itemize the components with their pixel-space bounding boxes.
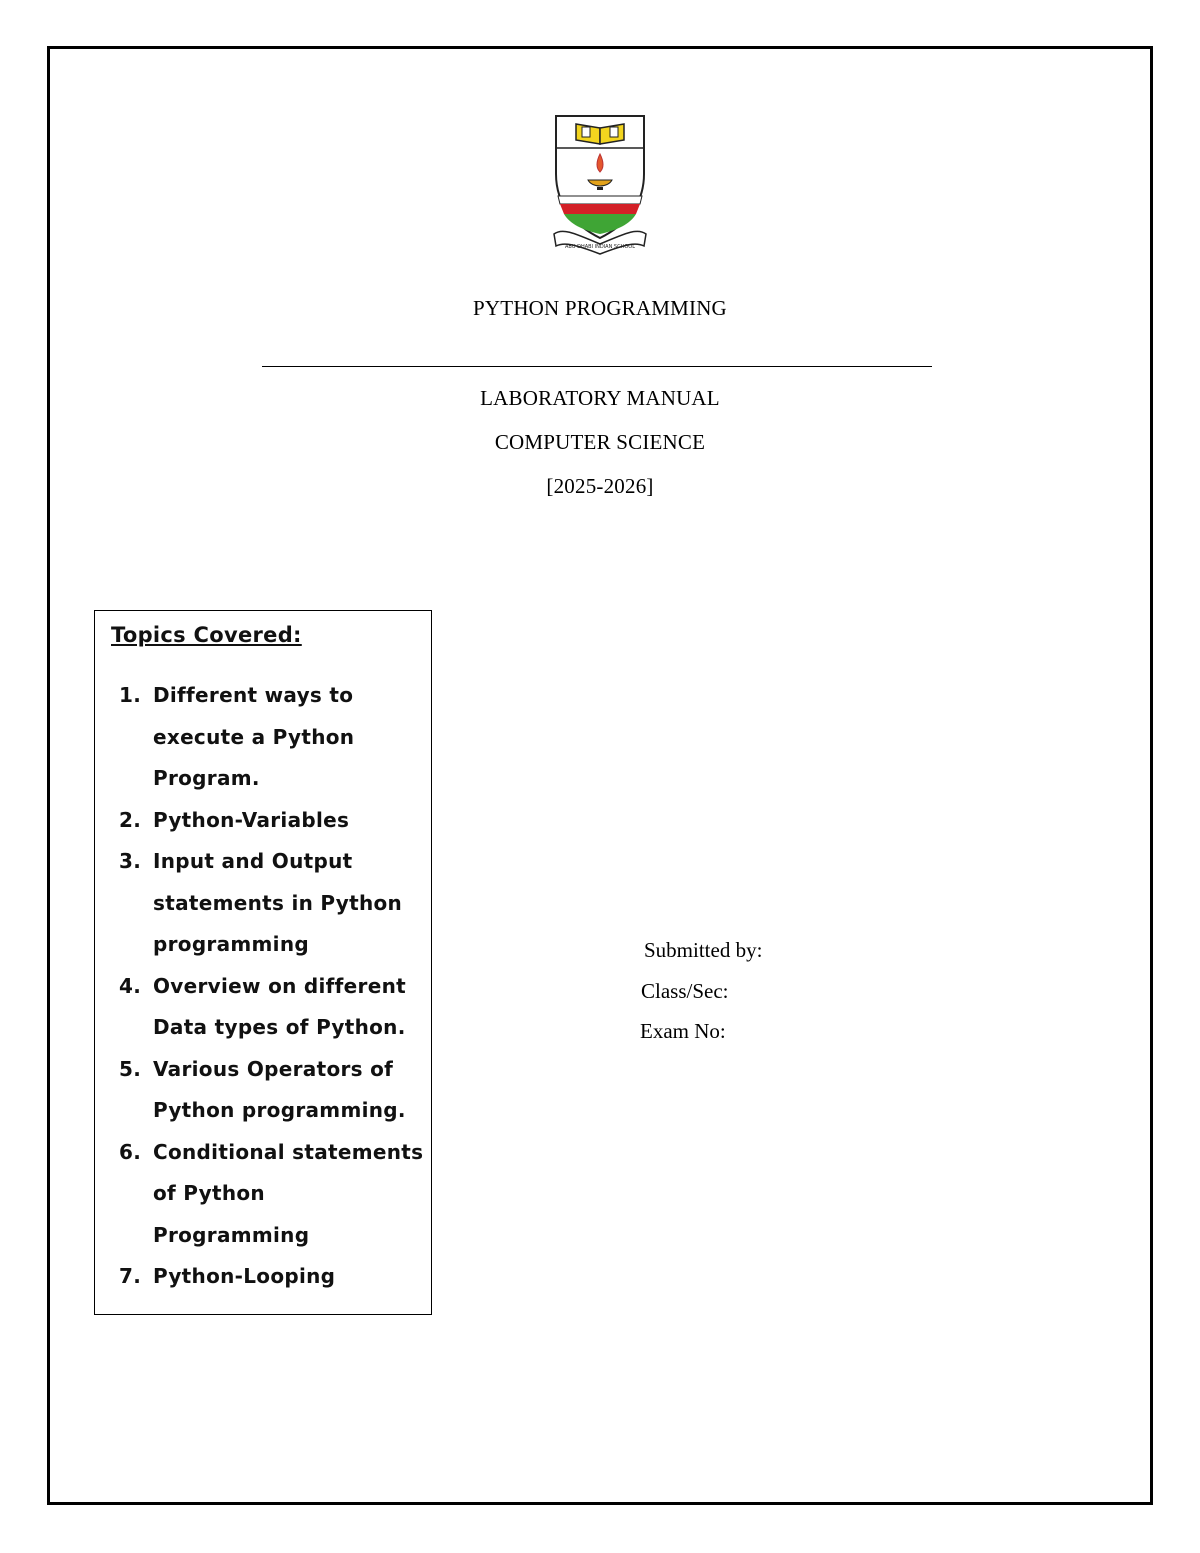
- academic-year: [2025-2026]: [546, 474, 654, 498]
- list-item: [109, 1132, 425, 1257]
- list-item: [109, 966, 425, 1049]
- title-rule: [262, 366, 932, 367]
- subject: COMPUTER SCIENCE: [494, 430, 706, 454]
- list-item-number: 4.: [119, 973, 142, 998]
- list-item-text: Python-Looping: [153, 1264, 336, 1288]
- subtitle: LABORATORY MANUAL: [480, 386, 720, 410]
- exam-no-label: Exam No:: [640, 1019, 726, 1043]
- page-title: PYTHON PROGRAMMING: [473, 296, 727, 320]
- topics-box: [94, 610, 432, 1315]
- submission-block: [640, 930, 762, 1052]
- submitted-by-label: Submitted by:: [644, 938, 763, 962]
- list-item-text: Various Operators of Python programming.: [153, 1056, 406, 1122]
- list-item-number: 2.: [119, 807, 142, 832]
- class-sec-label: Class/Sec:: [641, 978, 729, 1003]
- topics-list: [109, 675, 425, 1298]
- list-item: [109, 675, 425, 800]
- list-item-text: Input and Output statements in Python programming: [153, 849, 403, 956]
- list-item-text: Different ways to execute a Python Program.: [153, 683, 355, 790]
- list-item: [109, 1256, 425, 1298]
- list-item-number: 7.: [119, 1264, 142, 1288]
- list-item: [109, 841, 425, 966]
- list-item-number: 5.: [119, 1056, 142, 1081]
- list-item: [109, 800, 425, 842]
- topics-heading: Topics Covered:: [111, 623, 302, 647]
- list-item-text: Python-Variables: [153, 807, 350, 832]
- list-item: [109, 1049, 425, 1132]
- svg-text:ABU DHABI INDIAN SCHOOL: ABU DHABI INDIAN SCHOOL: [565, 244, 635, 250]
- list-item-text: Overview on different Data types of Python.: [153, 973, 406, 1039]
- list-item-text: Conditional statements of Python Programming: [153, 1139, 424, 1247]
- list-item-number: 6.: [119, 1139, 142, 1164]
- school-crest-logo: [552, 114, 648, 256]
- list-item-number: 1.: [119, 683, 142, 707]
- list-item-number: 3.: [119, 849, 142, 873]
